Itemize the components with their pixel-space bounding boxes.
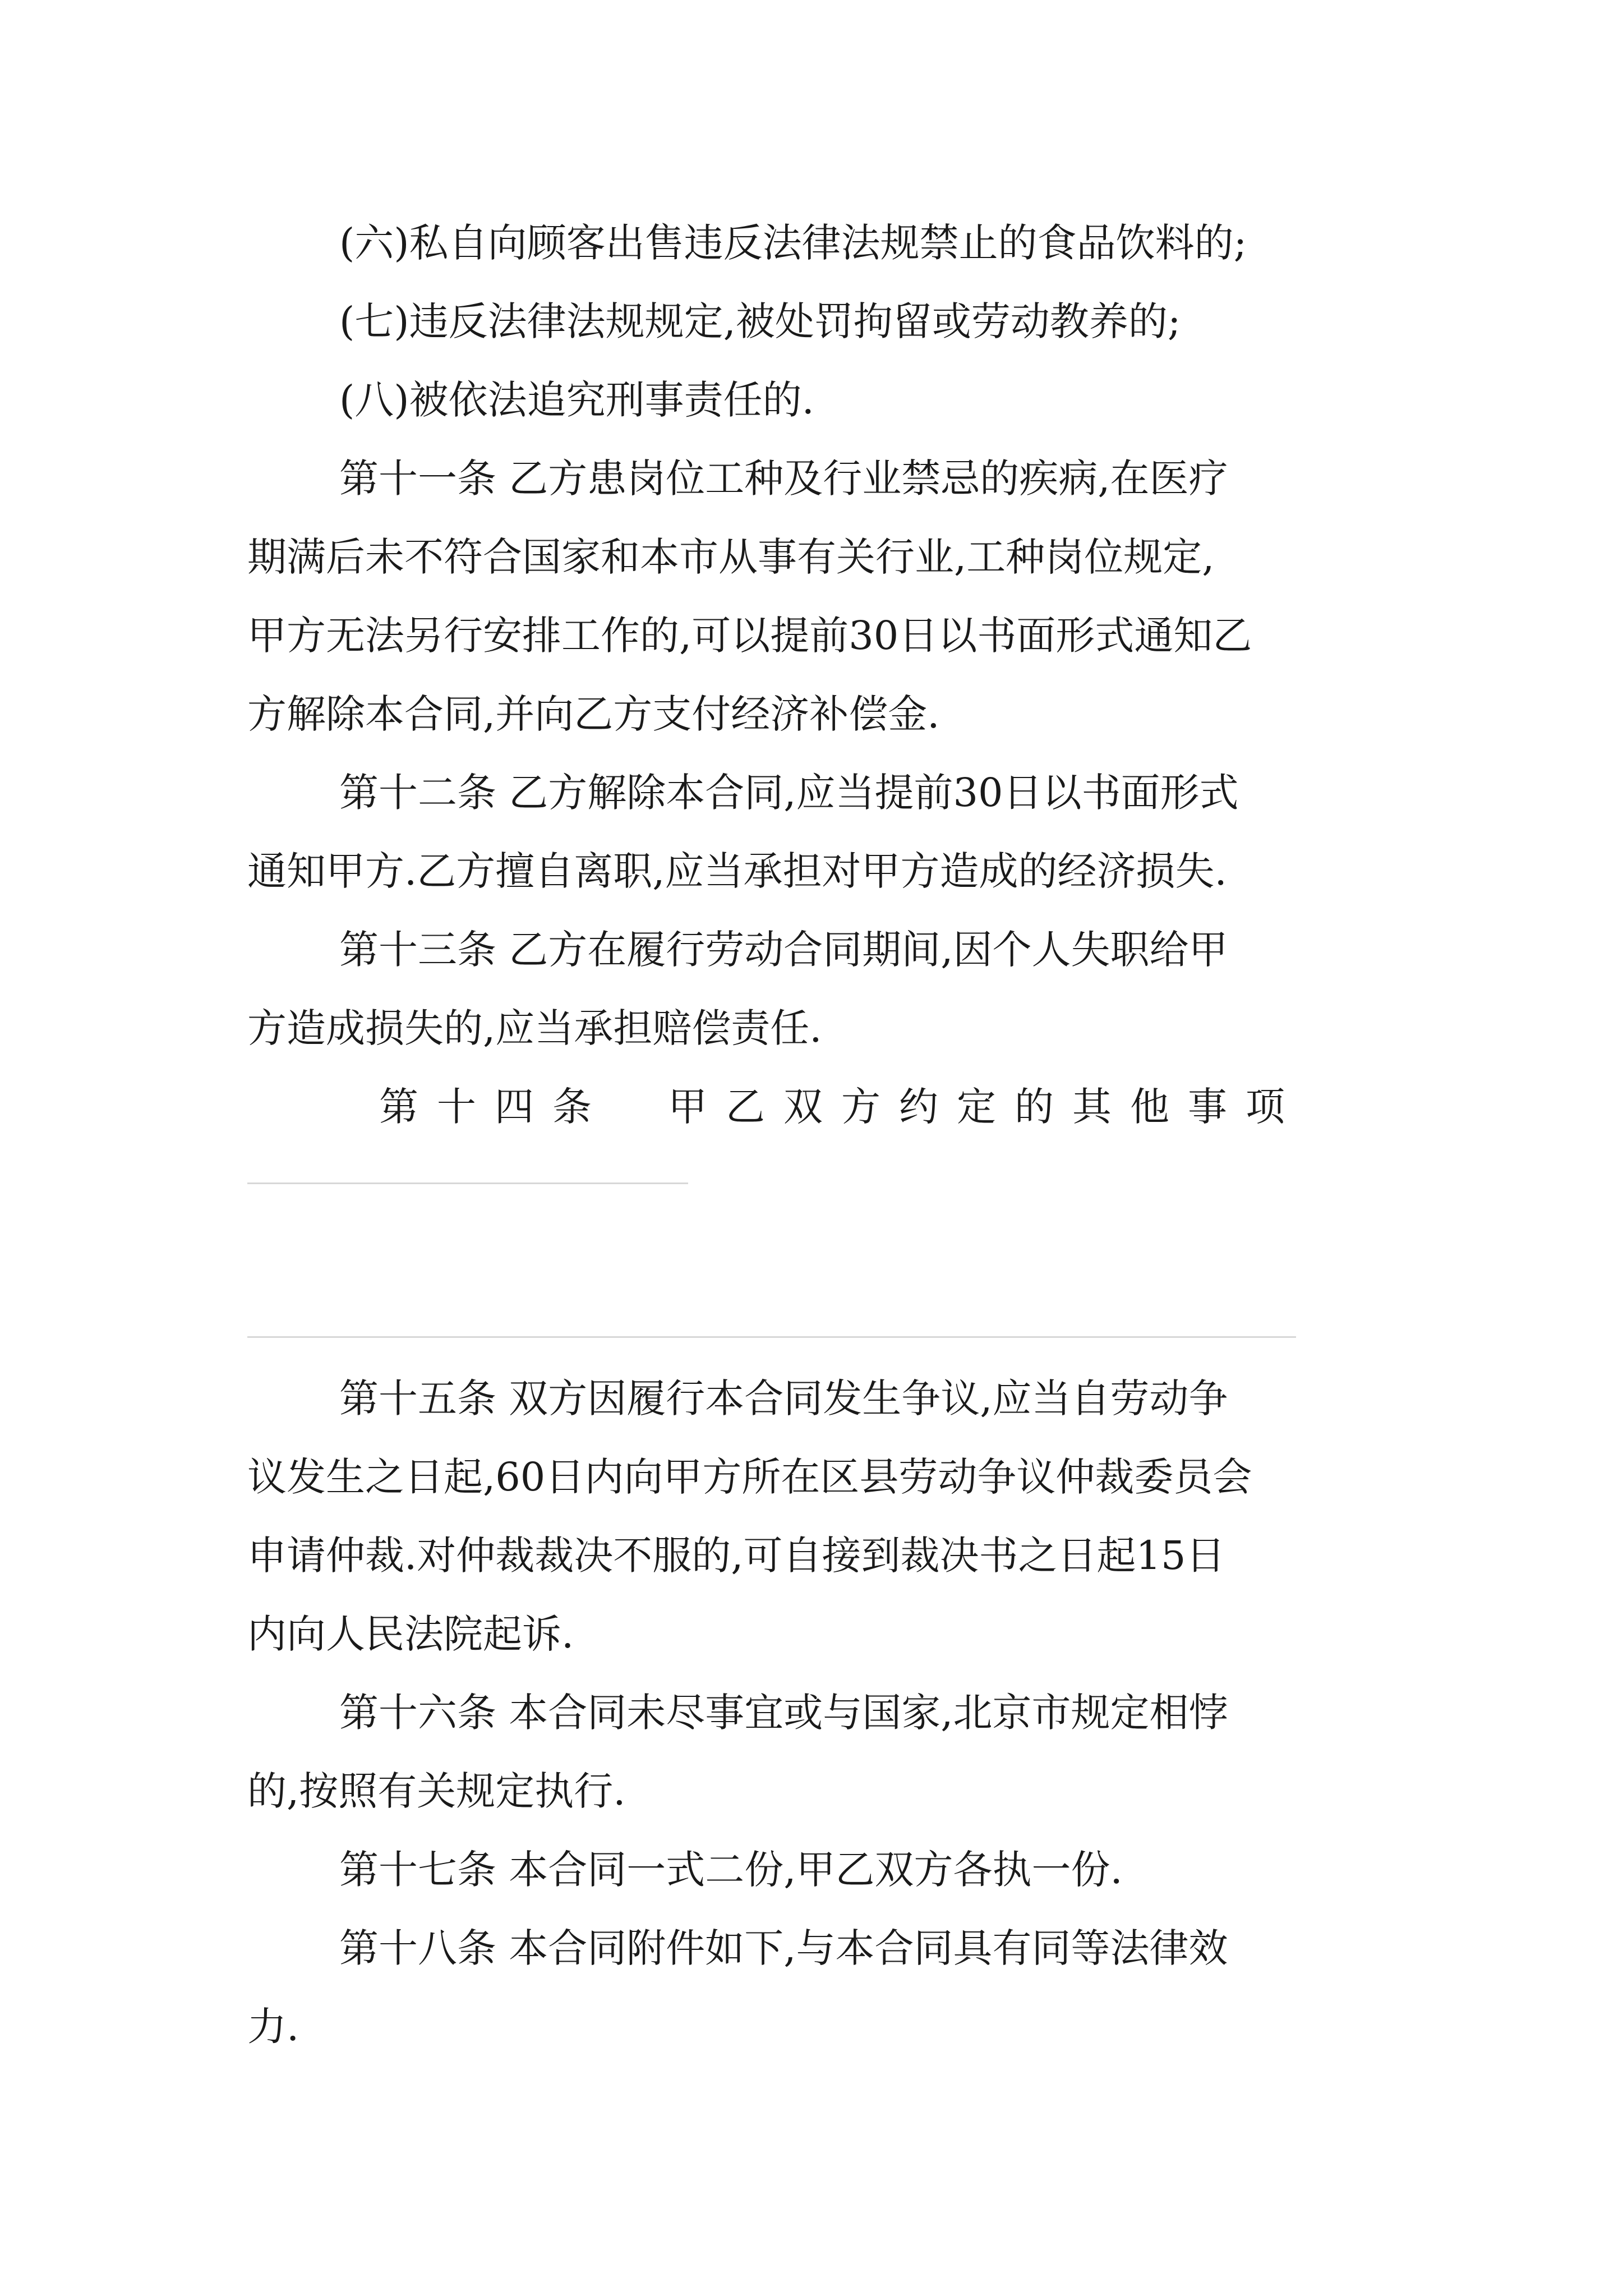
article-15-line-2: 议发生之日起,60日内向甲方所在区县劳动争议仲裁委员会	[247, 1454, 1252, 1500]
article-15-line-3: 申请仲裁.对仲裁裁决不服的,可自接到裁决书之日起15日	[247, 1533, 1225, 1579]
article-13-line-1: 第十三条 乙方在履行劳动合同期间,因个人失职给甲	[339, 927, 1228, 973]
article-14-blank-line-2	[247, 1336, 1296, 1338]
article-18-line-1: 第十八条 本合同附件如下,与本合同具有同等法律效	[339, 1925, 1228, 1971]
article-11-line-3: 甲方无法另行安排工作的,可以提前30日以书面形式通知乙	[247, 613, 1252, 659]
article-17-text: 第十七条 本合同一式二份,甲乙双方各执一份.	[339, 1847, 1123, 1893]
article-14-text	[379, 1082, 1380, 1132]
article-12-line-1: 第十二条 乙方解除本合同,应当提前30日以书面形式	[339, 770, 1239, 816]
clause-7-text: (七)违反法律法规规定,被处罚拘留或劳动教养的;	[339, 298, 1181, 344]
article-14-heading: 第十四条 甲乙双方约定的其他事项	[379, 1084, 1303, 1130]
article-11-line-2: 期满后未不符合国家和本市从事有关行业,工种岗位规定,	[247, 534, 1215, 580]
article-13-line-2: 方造成损失的,应当承担赔偿责任.	[247, 1005, 822, 1051]
clause-6-text: (六)私自向顾客出售违反法律法规禁止的食品饮料的;	[339, 220, 1247, 266]
article-12-line-2: 通知甲方.乙方擅自离职,应当承担对甲方造成的经济损失.	[247, 848, 1227, 894]
article-16-line-1: 第十六条 本合同未尽事宜或与国家,北京市规定相悖	[339, 1690, 1228, 1736]
article-15-line-1: 第十五条 双方因履行本合同发生争议,应当自劳动争	[339, 1375, 1228, 1421]
article-11-line-1: 第十一条 乙方患岗位工种及行业禁忌的疾病,在医疗	[339, 455, 1228, 501]
article-11-line-4: 方解除本合同,并向乙方支付经济补偿金.	[247, 691, 940, 737]
article-15-line-4: 内向人民法院起诉.	[247, 1611, 574, 1657]
article-16-line-2: 的,按照有关规定执行.	[247, 1768, 626, 1814]
clause-8-text: (八)被依法追究刑事责任的.	[339, 377, 814, 423]
article-14-blank-line-1	[247, 1182, 688, 1184]
article-18-line-2: 力.	[247, 2004, 299, 2050]
